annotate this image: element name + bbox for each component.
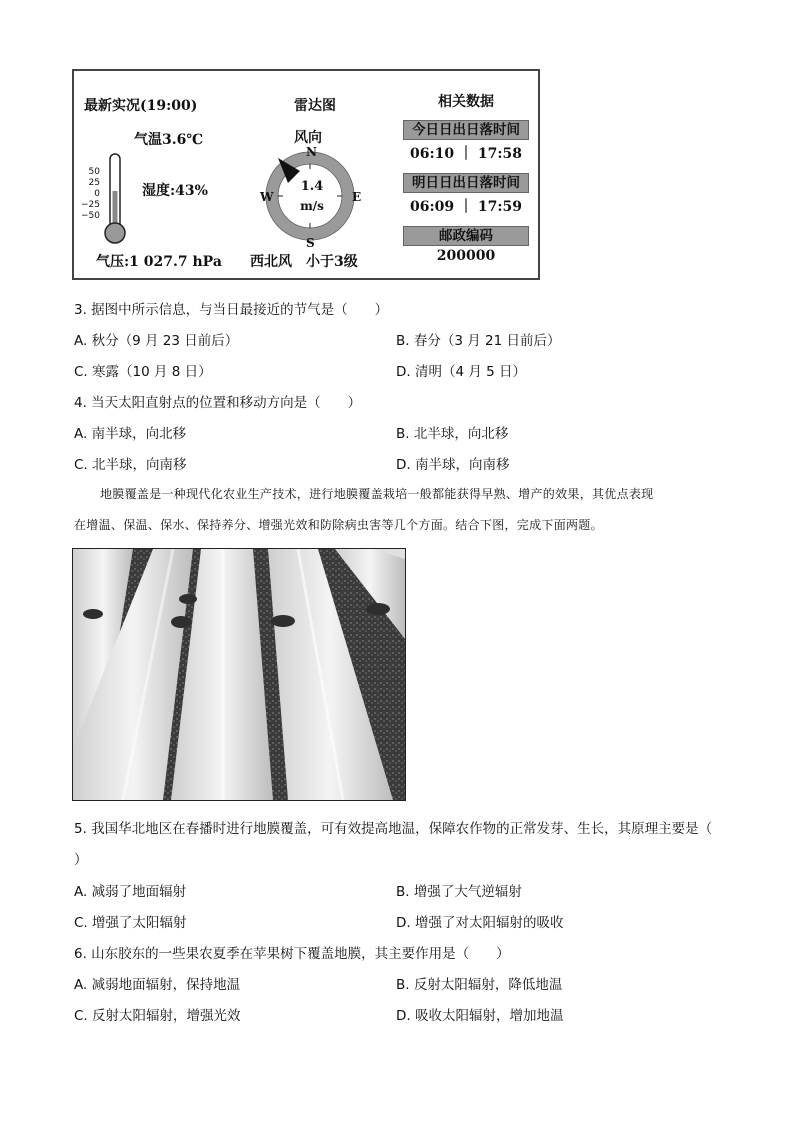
q6-stem: 6. 山东胶东的一些果农夏季在苹果树下覆盖地膜，其主要作用是（ ） xyxy=(74,946,510,962)
postcode-value: 200000 xyxy=(436,248,496,264)
q5-option-b[interactable]: B. 增强了大气逆辐射 xyxy=(396,884,522,900)
today-sun-value: 06:10 ｜ 17:58 xyxy=(409,146,522,162)
q3-stem: 3. 据图中所示信息，与当日最接近的节气是（ ） xyxy=(74,302,389,318)
humidity-text: 湿度:43% xyxy=(142,183,208,199)
radar-title: 雷达图 xyxy=(294,98,336,114)
wind-speed-value: 1.4 xyxy=(300,179,324,194)
today-sun-label: 今日日出日落时间 xyxy=(403,120,529,140)
compass-south: S xyxy=(306,236,315,250)
q6-option-b[interactable]: B. 反射太阳辐射，降低地温 xyxy=(396,977,563,993)
wind-label: 风向 xyxy=(294,130,322,146)
thermometer-scale: 50 25 0 −25 −50 xyxy=(81,167,100,221)
q5-stem-cont: ） xyxy=(74,852,88,868)
temperature-text: 气温3.6℃ xyxy=(134,132,204,148)
q5-option-c[interactable]: C. 增强了太阳辐射 xyxy=(74,915,187,931)
postcode-label: 邮政编码 xyxy=(403,226,529,246)
q5-stem: 5. 我国华北地区在春播时进行地膜覆盖，可有效提高地温，保障农作物的正常发芽、生长，其原理主要是（ xyxy=(74,821,713,837)
wind-speed-unit: m/s xyxy=(300,199,324,213)
q3-option-d[interactable]: D. 清明（4 月 5 日） xyxy=(396,364,527,380)
q4-option-a[interactable]: A. 南半球，向北移 xyxy=(74,426,187,442)
intro-line-2: 在增温、保温、保水、保持养分、增强光效和防除病虫害等几个方面。结合下图，完成下面两题。 xyxy=(74,518,603,532)
pressure-text: 气压:1 027.7 hPa xyxy=(96,254,222,270)
tomorrow-sun-value: 06:09 ｜ 17:59 xyxy=(409,199,522,215)
q4-stem: 4. 当天太阳直射点的位置和移动方向是（ ） xyxy=(74,395,362,411)
q6-option-d[interactable]: D. 吸收太阳辐射，增加地温 xyxy=(396,1008,564,1024)
compass-east: E xyxy=(352,190,362,204)
q5-option-d[interactable]: D. 增强了对太阳辐射的吸收 xyxy=(396,915,564,931)
q3-option-b[interactable]: B. 春分（3 月 21 日前后） xyxy=(396,333,561,349)
plastic-mulch-photo xyxy=(72,548,406,801)
compass-north: N xyxy=(306,145,317,159)
weather-title: 最新实况(19:00) xyxy=(84,98,198,114)
thermometer-icon xyxy=(102,153,132,245)
compass-west: W xyxy=(260,190,274,204)
intro-line-1: 地膜覆盖是一种现代化农业生产技术，进行地膜覆盖栽培一般都能获得早熟、增产的效果，其优点表现 xyxy=(100,487,654,501)
q6-option-c[interactable]: C. 反射太阳辐射，增强光效 xyxy=(74,1008,241,1024)
wind-description: 西北风 小于3级 xyxy=(250,254,358,270)
q4-option-b[interactable]: B. 北半球，向北移 xyxy=(396,426,509,442)
weather-panel xyxy=(72,69,540,280)
q4-option-d[interactable]: D. 南半球，向南移 xyxy=(396,457,510,473)
q3-option-c[interactable]: C. 寒露（10 月 8 日） xyxy=(74,364,212,380)
q5-option-a[interactable]: A. 减弱了地面辐射 xyxy=(74,884,187,900)
q4-option-c[interactable]: C. 北半球，向南移 xyxy=(74,457,187,473)
tomorrow-sun-label: 明日日出日落时间 xyxy=(403,173,529,193)
data-title: 相关数据 xyxy=(438,94,494,110)
q6-option-a[interactable]: A. 减弱地面辐射，保持地温 xyxy=(74,977,241,993)
q3-option-a[interactable]: A. 秋分（9 月 23 日前后） xyxy=(74,333,239,349)
